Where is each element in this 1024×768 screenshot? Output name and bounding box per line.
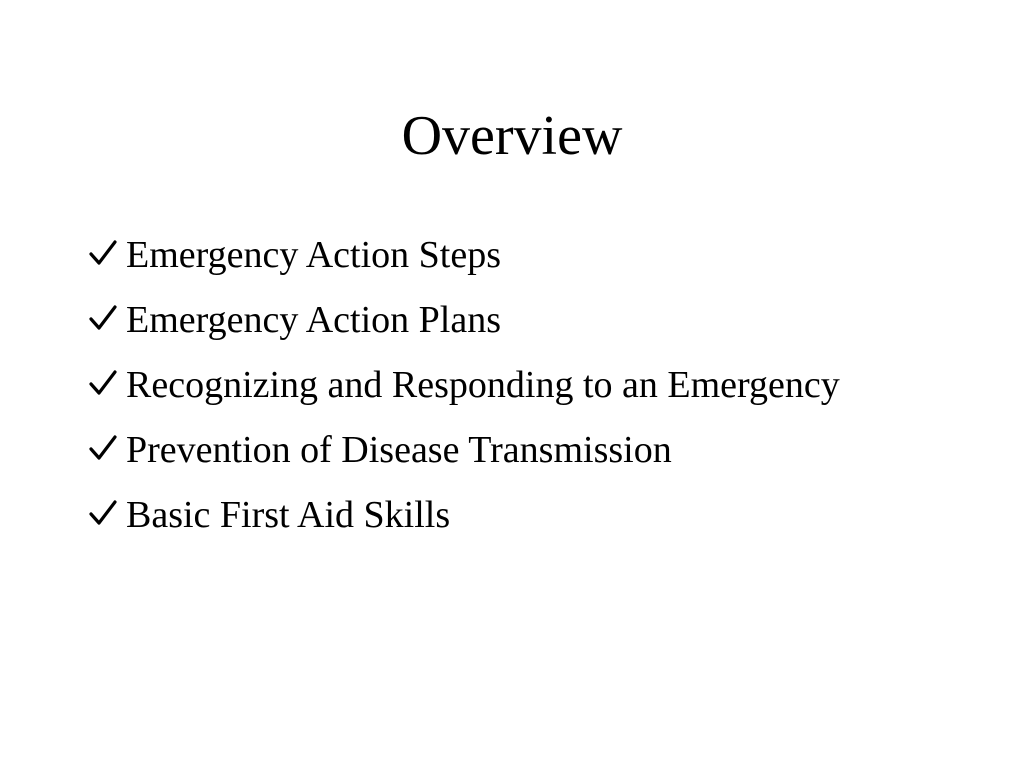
list-item [88, 297, 868, 343]
list-item-label: Prevention of Disease Transmission [126, 429, 672, 471]
checkmark-icon [88, 297, 126, 343]
list-item-label: Emergency Action Steps [126, 234, 502, 276]
list-item-label: Emergency Action Plans [126, 299, 502, 341]
list-item [88, 362, 868, 408]
list-item-label: Recognizing and Responding to an Emergency [126, 364, 840, 406]
slide-title: Overview [401, 105, 623, 167]
checkmark-icon [88, 427, 126, 473]
list-item-label: Basic First Aid Skills [126, 494, 451, 536]
list-item [88, 427, 868, 473]
checkmark-icon [88, 232, 126, 278]
bullet-list [88, 232, 868, 557]
list-item [88, 492, 868, 538]
list-item [88, 232, 868, 278]
checkmark-icon [88, 492, 126, 538]
checkmark-icon [88, 362, 126, 408]
